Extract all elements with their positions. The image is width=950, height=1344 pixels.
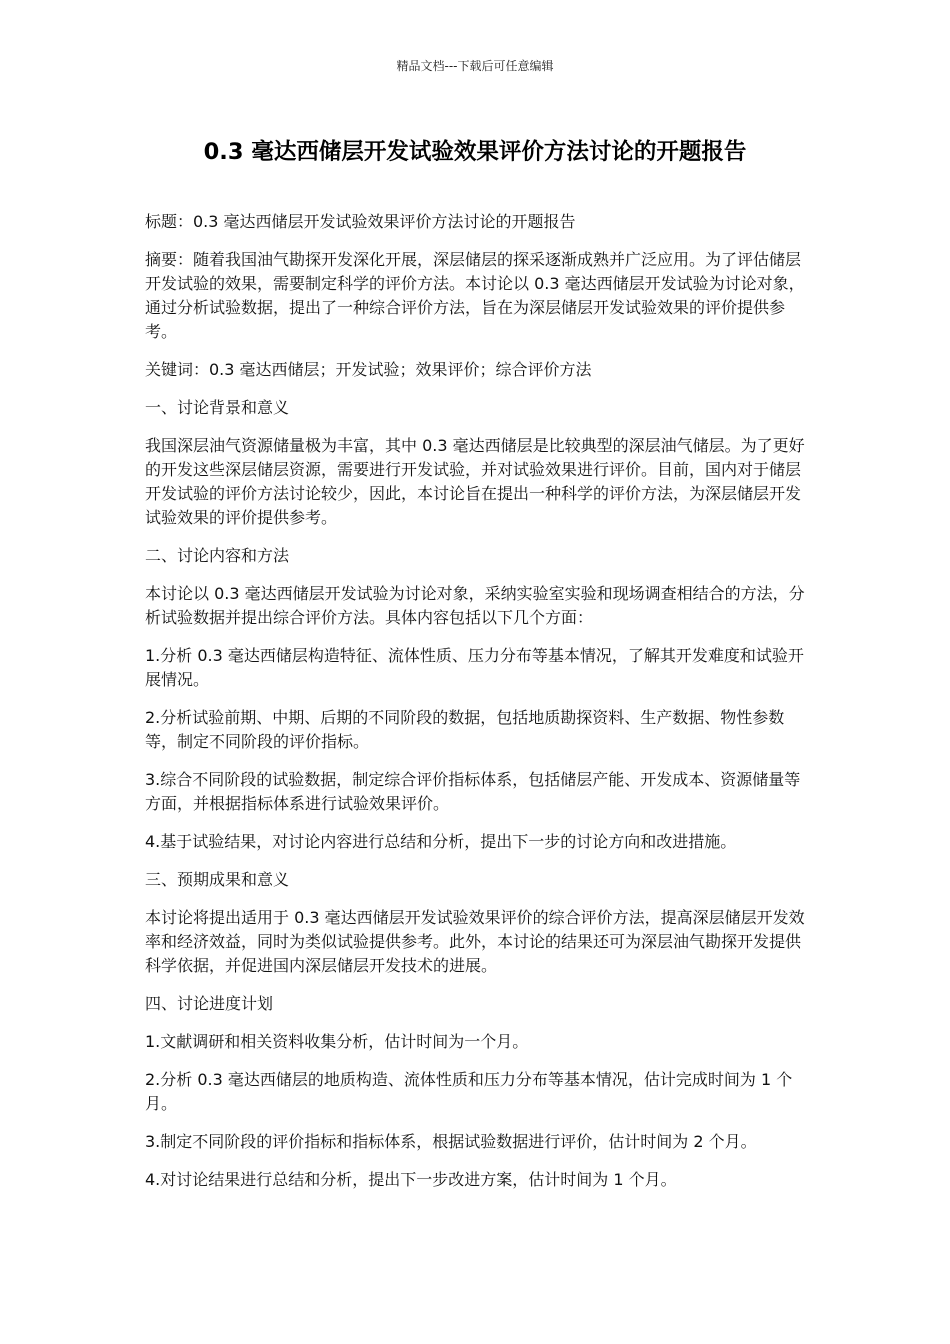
content-item-2: 2.分析试验前期、中期、后期的不同阶段的数据，包括地质勘探资料、生产数据、物性参数等，制定不同阶段的评价指标。 bbox=[145, 708, 785, 751]
header-note: 精品文档---下载后可任意编辑 bbox=[396, 59, 554, 73]
content-item-1: 1.分析 0.3 毫达西储层构造特征、流体性质、压力分布等基本情况，了解其开发难度和试验开展情况。 bbox=[145, 646, 804, 689]
content-item-4: 4.基于试验结果，对讨论内容进行总结和分析，提出下一步的讨论方向和改进措施。 bbox=[145, 832, 737, 851]
schedule-item-3: 3.制定不同阶段的评价指标和指标体系，根据试验数据进行评价，估计时间为 2 个月。 bbox=[145, 1132, 757, 1151]
outcomes-paragraph: 本讨论将提出适用于 0.3 毫达西储层开发试验效果评价的综合评价方法，提高深层储层开发效率和经济效益，同时为类似试验提供参考。此外，本讨论的结果还可为深层油气勘探开发提供科学依据，并促进国内深层储层开发技术的进展。 bbox=[145, 908, 805, 975]
section-heading-content: 二、讨论内容和方法 bbox=[145, 546, 290, 565]
title-line: 标题：0.3 毫达西储层开发试验效果评价方法讨论的开题报告 bbox=[145, 212, 576, 231]
schedule-item-2: 2.分析 0.3 毫达西储层的地质构造、流体性质和压力分布等基本情况，估计完成时间为 1 个月。 bbox=[145, 1070, 793, 1113]
schedule-item-1: 1.文献调研和相关资料收集分析，估计时间为一个月。 bbox=[145, 1032, 529, 1051]
schedule-item-4: 4.对讨论结果进行总结和分析，提出下一步改进方案，估计时间为 1 个月。 bbox=[145, 1170, 677, 1189]
document-body bbox=[145, 210, 807, 1206]
document-title: 0.3 毫达西储层开发试验效果评价方法讨论的开题报告 bbox=[203, 139, 747, 165]
section-heading-schedule: 四、讨论进度计划 bbox=[145, 994, 274, 1013]
background-paragraph: 我国深层油气资源储量极为丰富，其中 0.3 毫达西储层是比较典型的深层油气储层。为了更好的开发这些深层储层资源，需要进行开发试验，并对试验效果进行评价。目前，国内对于储层开发试验的评价方法讨论较少，因此，本讨论旨在提出一种科学的评价方法，为深层储层开发试验效果的评价提供参考。 bbox=[145, 436, 805, 527]
section-heading-outcomes: 三、预期成果和意义 bbox=[145, 870, 290, 889]
section-heading-background: 一、讨论背景和意义 bbox=[145, 398, 290, 417]
content-intro-paragraph: 本讨论以 0.3 毫达西储层开发试验为讨论对象，采纳实验室实验和现场调查相结合的方法，分析试验数据并提出综合评价方法。具体内容包括以下几个方面： bbox=[145, 584, 805, 627]
content-item-3: 3.综合不同阶段的试验数据，制定综合评价指标体系，包括储层产能、开发成本、资源储量等方面，并根据指标体系进行试验效果评价。 bbox=[145, 770, 801, 813]
keywords-line: 关键词：0.3 毫达西储层；开发试验；效果评价；综合评价方法 bbox=[145, 360, 592, 379]
abstract-paragraph: 摘要：随着我国油气勘探开发深化开展，深层储层的探采逐渐成熟并广泛应用。为了评估储层开发试验的效果，需要制定科学的评价方法。本讨论以 0.3 毫达西储层开发试验为讨论对象，通过分析试验数据，提出了一种综合评价方法，旨在为深层储层开发试验效果的评价提供参考。 bbox=[145, 250, 805, 341]
